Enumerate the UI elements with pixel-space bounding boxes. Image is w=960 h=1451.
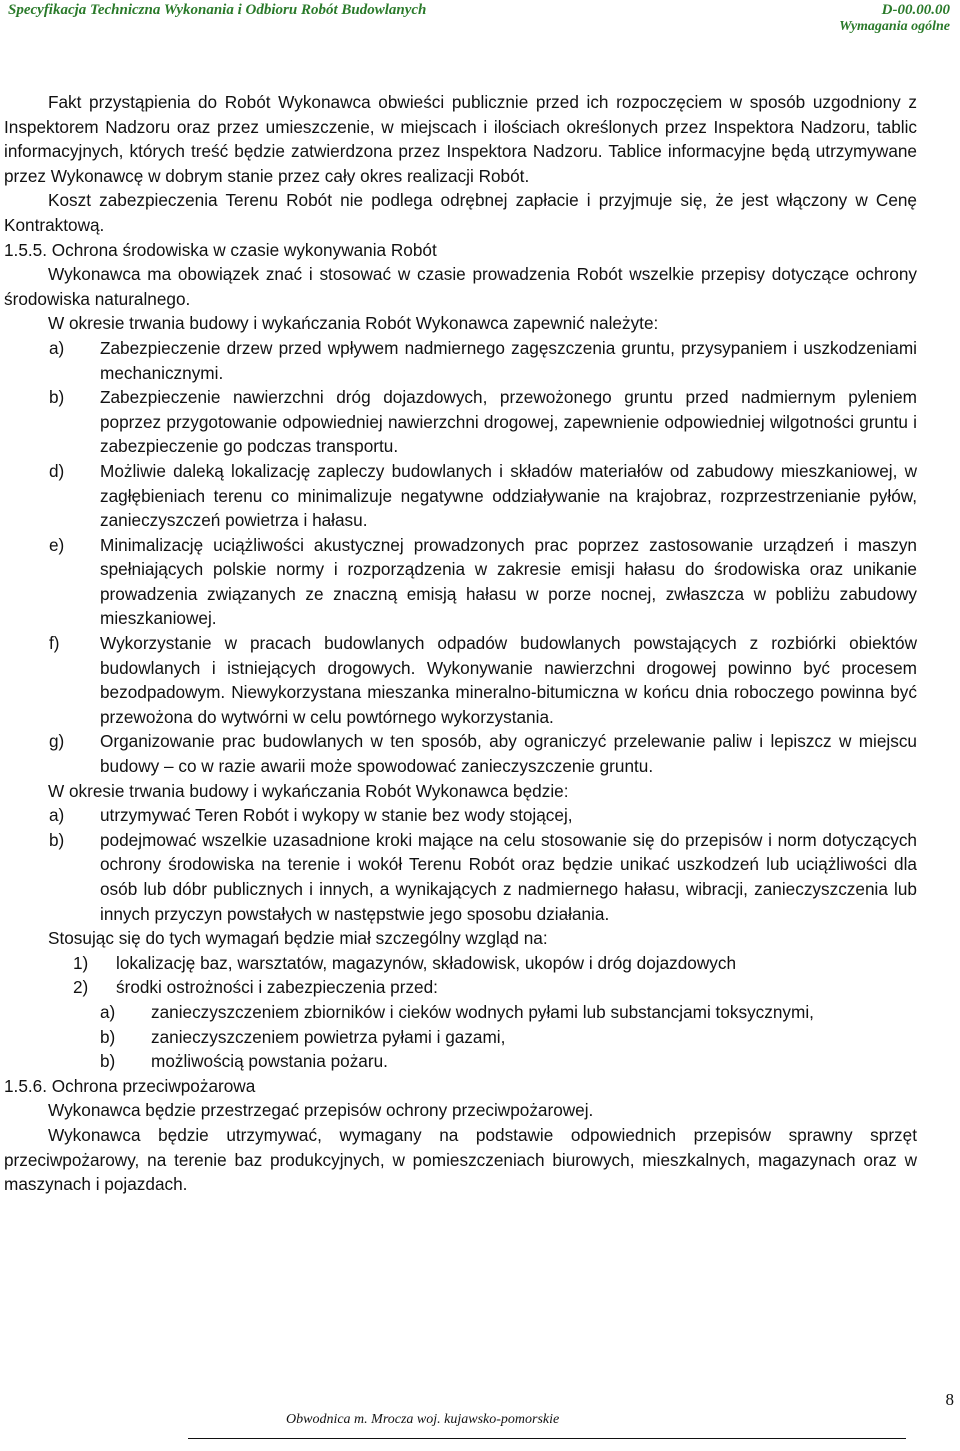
list-item-text: Zabezpieczenie nawierzchni dróg dojazdowych, przewożonego gruntu przed nadmiernym pyleniem poprzez przygotowanie odpowiedniej nawierzchni drogowej, zapewnienie odpowiedniej wilgotności gruntu i zabezpieczenie go podczas transportu. bbox=[100, 387, 917, 457]
list-item bbox=[4, 336, 917, 385]
page-number: 8 bbox=[945, 1390, 954, 1409]
list-item bbox=[4, 459, 917, 533]
list-item-text: Organizowanie prac budowlanych w ten sposób, aby ograniczyć przelewanie paliw i lepiszcz w miejscu budowy – co w razie awarii może spowodować zanieczyszczenie gruntu. bbox=[100, 731, 917, 777]
list-item-text: Możliwie daleką lokalizację zapleczy budowlanych i składów materiałów od zabudowy mieszkaniowej, w zagłębieniach terenu co minimalizuje negatywne oddziaływanie na krajobraz, rozprzestrzenianie pyłów, zanieczyszczeń powietrza i hałasu. bbox=[100, 460, 917, 531]
list-marker: f) bbox=[49, 633, 60, 654]
list-marker: a) bbox=[49, 805, 65, 826]
paragraph-contractor-will: W okresie trwania budowy i wykańczania Robót Wykonawca będzie: bbox=[48, 780, 569, 801]
list-item bbox=[4, 951, 917, 976]
list-marker: 1) bbox=[73, 952, 89, 973]
page-header bbox=[4, 0, 956, 34]
page-footer bbox=[4, 1390, 956, 1450]
footer-rule bbox=[188, 1438, 906, 1439]
list-marker: d) bbox=[49, 460, 65, 481]
list-item-text: możliwością powstania pożaru. bbox=[151, 1051, 388, 1072]
list-item-text: środki ostrożności i zabezpieczenia przed: bbox=[116, 977, 438, 998]
list-item-text: lokalizację baz, warsztatów, magazynów, składowisk, ukopów i dróg dojazdowych bbox=[116, 952, 737, 973]
list-item-text: Minimalizację uciążliwości akustycznej prowadzonych prac poprzez zastosowanie urządzeń i maszyn spełniających polskie normy i rozporządzenia w zakresie emisji hałasu do środowiska oraz unikanie prowadzenia związanych ze znaczną emisją hałasu w porze nocnej, zwłaszcza w pobliżu zabudowy mieszkaniowej. bbox=[100, 534, 917, 629]
list-item bbox=[4, 828, 917, 926]
list-item-text: zanieczyszczeniem zbiorników i cieków wodnych pyłami lub substancjami toksycznymi, bbox=[151, 1001, 814, 1022]
sub-list-item bbox=[4, 1049, 917, 1074]
list-marker: b) bbox=[49, 829, 65, 850]
section-heading-1-5-6: 1.5.6. Ochrona przeciwpożarowa bbox=[4, 1075, 256, 1096]
list-marker: g) bbox=[49, 731, 65, 752]
document-body bbox=[4, 90, 917, 1197]
list-item-text: Wykorzystanie w pracach budowlanych odpadów budowlanych powstających z rozbiórki obiektów budowlanych i istniejących drogowych. Wykonywanie nawierzchni drogowej powinno być procesem bezodpadowym. Niewykorzystana mieszanka mineralno-bitumiczna w końcu dnia roboczego powinna być przewożona do wytwórni w celu powtórnego wykorzystania. bbox=[100, 633, 917, 727]
list-item bbox=[4, 729, 917, 778]
paragraph-security-cost: Koszt zabezpieczenia Terenu Robót nie podlega odrębnej zapłacie i przyjmuje się, że jest włączony w Cenę Kontraktową. bbox=[4, 190, 917, 235]
list-item-text: zanieczyszczeniem powietrza pyłami i gazami, bbox=[151, 1026, 506, 1047]
list-marker: b) bbox=[100, 1026, 116, 1047]
list-marker: b) bbox=[100, 1051, 116, 1072]
list-special-regard bbox=[4, 951, 917, 1074]
header-code: D-00.00.00 bbox=[881, 2, 950, 18]
list-item bbox=[4, 533, 917, 631]
list-ensure bbox=[4, 336, 917, 779]
list-item bbox=[4, 385, 917, 459]
list-marker: a) bbox=[100, 1001, 116, 1022]
paragraph-special-regard: Stosując się do tych wymagań będzie miał szczególny wzgląd na: bbox=[48, 928, 548, 949]
list-item bbox=[4, 803, 917, 828]
paragraph-fire-equipment: Wykonawca będzie utrzymywać, wymagany na podstawie odpowiednich przepisów sprawny sprzęt przeciwpożarowy, na terenie baz produkcyjnych, w pomieszczeniach biurowych, mieszkalnych, magazynach oraz w maszynach i pojazdach. bbox=[4, 1124, 917, 1195]
header-subtitle: Wymagania ogólne bbox=[839, 19, 950, 34]
list-item-text: podejmować wszelkie uzasadnione kroki mające na celu stosowanie się do przepisów i norm dotyczących ochrony środowiska na terenie i wokół Terenu Robót oraz będzie unikać uszkodzeń lub uciążliwości dla osób lub dóbr publicznych i innych, a wynikających z nadmiernego hałasu, wibracji, zanieczyszczenia lub innych przyczyn powstałych w następstwie jego sposobu działania. bbox=[100, 829, 917, 924]
list-marker: b) bbox=[49, 387, 65, 408]
list-contractor-will bbox=[4, 803, 917, 926]
paragraph-ensure-intro: W okresie trwania budowy i wykańczania Robót Wykonawca zapewnić należyte: bbox=[48, 313, 659, 334]
list-item bbox=[4, 631, 917, 729]
list-marker: e) bbox=[49, 534, 65, 555]
paragraph-fire-regulations: Wykonawca będzie przestrzegać przepisów ochrony przeciwpożarowej. bbox=[48, 1100, 594, 1121]
section-heading-1-5-5: 1.5.5. Ochrona środowiska w czasie wykonywania Robót bbox=[4, 239, 437, 260]
list-item-text: utrzymywać Teren Robót i wykopy w stanie bez wody stojącej, bbox=[100, 805, 573, 826]
paragraph-site-notice: Fakt przystąpienia do Robót Wykonawca obwieści publicznie przed ich rozpoczęciem w sposób uzgodniony z Inspektorem Nadzoru oraz przez umieszczenie, w miejscach i ilościach określonych przez Inspektora Nadzoru, tablic informacyjnych, których treść będzie zatwierdzona przez Inspektora Nadzoru. Tablice informacyjne będą utrzymywane przez Wykonawcę w dobrym stanie przez cały okres realizacji Robót. bbox=[4, 92, 917, 186]
header-title: Specyfikacja Techniczna Wykonania i Odbioru Robót Budowlanych bbox=[8, 2, 427, 18]
sub-list-item bbox=[4, 1000, 917, 1025]
list-marker: a) bbox=[49, 337, 65, 358]
list-item-text: Zabezpieczenie drzew przed wpływem nadmiernego zagęszczenia gruntu, przysypaniem i uszkodzeniami mechanicznymi. bbox=[100, 337, 917, 383]
sub-list-item bbox=[4, 1025, 917, 1050]
list-item bbox=[4, 975, 917, 1000]
paragraph-environment-duty: Wykonawca ma obowiązek znać i stosować w czasie prowadzenia Robót wszelkie przepisy dotyczące ochrony środowiska naturalnego. bbox=[4, 264, 917, 309]
footer-text: Obwodnica m. Mrocza woj. kujawsko-pomorskie bbox=[286, 1412, 560, 1427]
list-marker: 2) bbox=[73, 977, 89, 998]
